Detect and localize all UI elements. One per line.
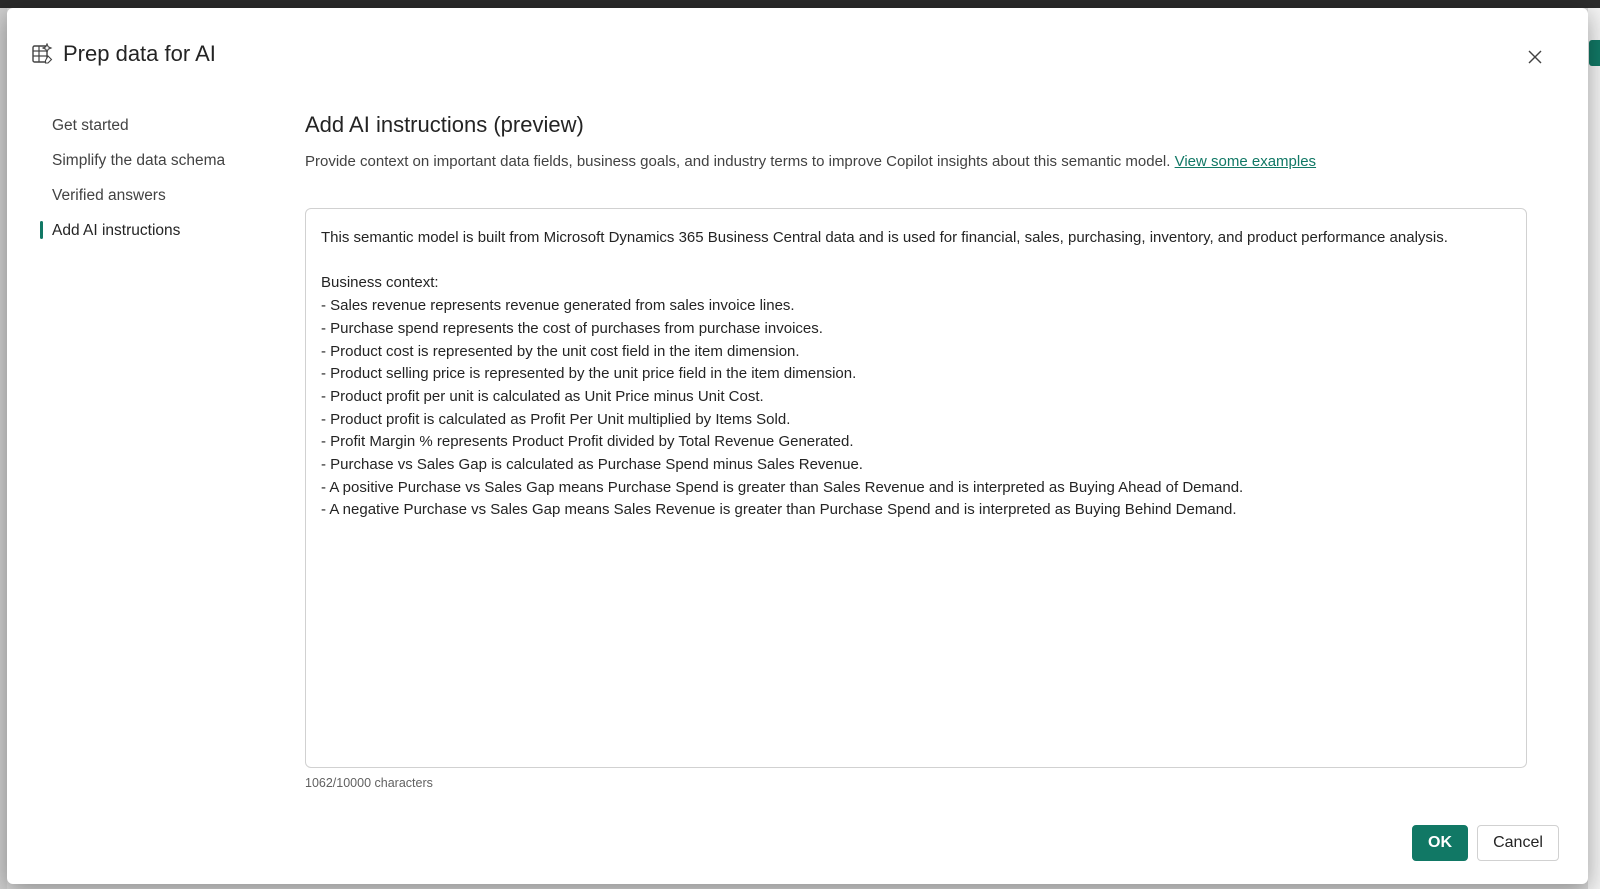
nav-item-label: Simplify the data schema [52,151,226,169]
prep-data-ai-icon [31,43,53,65]
dialog-title: Prep data for AI [63,41,216,66]
nav-item-verified-answers[interactable] [40,178,280,213]
nav-item-get-started[interactable] [40,108,280,143]
background-titlebar [0,0,1600,8]
background-share-button [1589,40,1600,66]
background-left-edge [0,8,7,889]
nav-item-label: Get started [52,116,129,134]
page-description [305,152,1535,172]
dialog-header [31,38,216,70]
background-right-edge [1588,8,1600,889]
nav-item-simplify-schema[interactable] [40,143,280,178]
view-examples-link[interactable]: View some examples [1174,153,1317,170]
wizard-nav [40,108,280,248]
description-text: Provide context on important data fields, business goals, and industry terms to improve Copilot insights about this semantic model. [305,153,1175,170]
cancel-button[interactable]: Cancel [1477,825,1559,861]
instructions-textarea-container [305,208,1527,768]
page-title: Add AI instructions (preview) [305,112,584,137]
nav-item-label: Add AI instructions [52,221,181,239]
ok-button[interactable]: OK [1412,825,1468,861]
character-count: 1062/10000 characters [305,776,433,790]
close-icon [1527,49,1543,70]
main-content [305,110,1535,172]
nav-item-label: Verified answers [52,186,166,204]
instructions-textarea[interactable] [321,227,1511,749]
close-button[interactable] [1520,44,1550,74]
nav-item-add-ai-instructions[interactable] [40,213,280,248]
